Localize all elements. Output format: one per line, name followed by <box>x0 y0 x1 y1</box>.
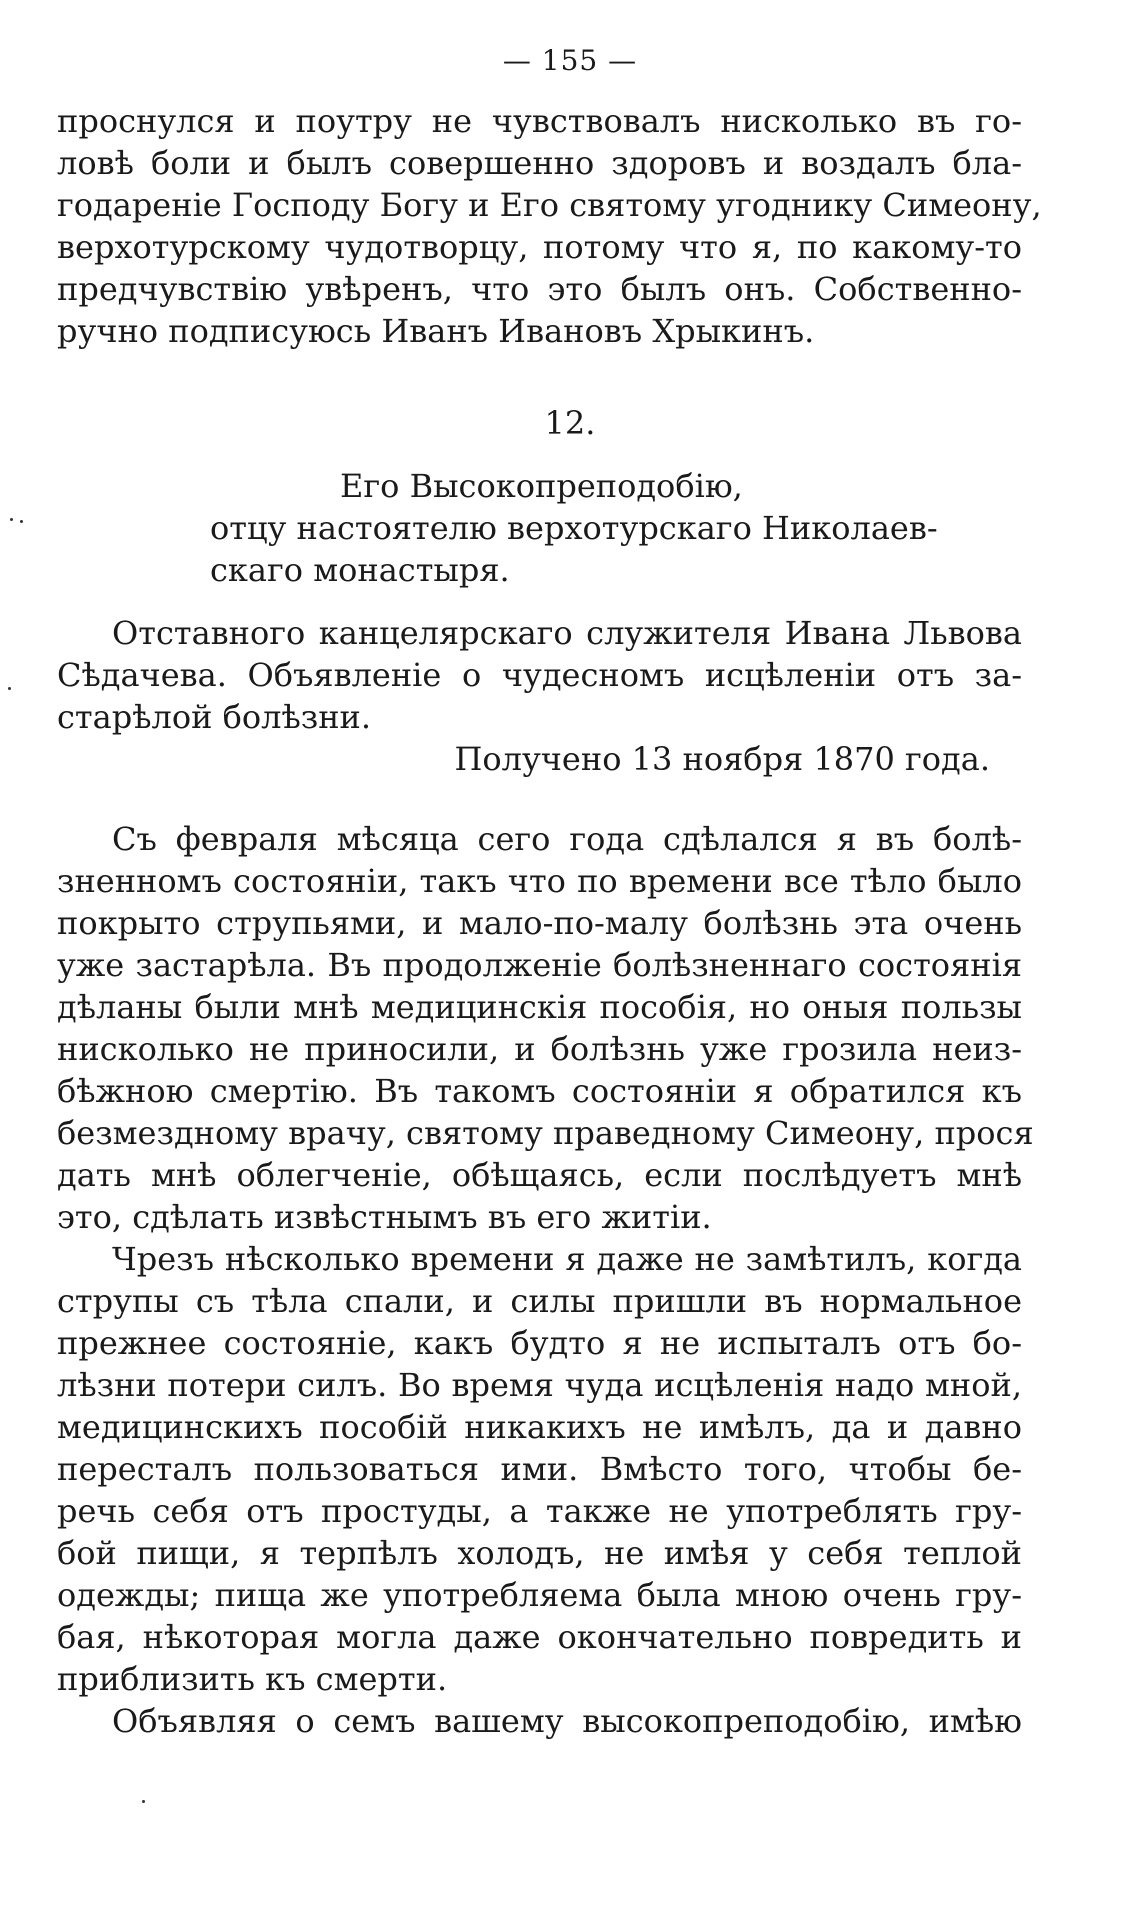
opening-paragraph <box>57 100 1042 352</box>
text-line: дѣланы были мнѣ медицинскія пособія, но оныя пользы <box>57 988 1022 1026</box>
text-line: Чрезъ нѣсколько времени я даже не замѣтилъ, когда <box>112 1240 1022 1278</box>
scan-speck <box>142 1800 145 1803</box>
address-line: скаго монастыря. <box>210 551 510 589</box>
declaration-title <box>57 612 1022 738</box>
text-line: Съ февраля мѣсяца сего года сдѣлался я въ болѣ- <box>112 820 1022 858</box>
section-number: 12. <box>544 404 596 442</box>
text-line: покрыто струпьями, и мало-по-малу болѣзнь эта очень <box>57 904 1022 942</box>
text-line: ловѣ боли и былъ совершенно здоровъ и воздалъ бла- <box>57 144 1022 182</box>
text-line: ручно подписуюсь Иванъ Ивановъ Хрыкинъ. <box>57 312 815 350</box>
address-line: отцу настоятелю верхотурскаго Николаев- <box>210 509 938 547</box>
received-date: Получено 13 ноября 1870 года. <box>454 740 990 778</box>
paragraph-3 <box>57 1700 1022 1742</box>
text-line: зненномъ состояніи, такъ что по времени все тѣло было <box>57 862 1022 900</box>
paragraph-1 <box>57 818 1034 1238</box>
text-line: лѣзни потери силъ. Во время чуда исцѣленія надо мной, <box>57 1366 1022 1404</box>
text-line: Сѣдачева. Объявленіе о чудесномъ исцѣленіи отъ за- <box>57 656 1022 694</box>
paragraph-2 <box>57 1238 1022 1700</box>
page-number: — 155 — <box>502 44 638 77</box>
text-line: Отставного канцелярскаго служителя Ивана Львова <box>112 614 1022 652</box>
text-line: бая, нѣкоторая могла даже окончательно повредить и <box>57 1618 1022 1656</box>
text-line: безмездному врачу, святому праведному Симеону, прося <box>57 1114 1034 1152</box>
scan-speck <box>8 687 11 690</box>
text-line: старѣлой болѣзни. <box>57 698 372 736</box>
text-line: бѣжною смертію. Въ такомъ состояніи я обратился къ <box>57 1072 1022 1110</box>
text-line: годареніе Господу Богу и Его святому угоднику Симеону, <box>57 186 1042 224</box>
text-line: речь себя отъ простуды, а также не употреблять гру- <box>57 1492 1022 1530</box>
text-line: прежнее состояніе, какъ будто я не испыталъ отъ бо- <box>57 1324 1022 1362</box>
text-line: бой пищи, я терпѣлъ холодъ, не имѣя у себя теплой <box>57 1534 1022 1572</box>
text-line: Объявляя о семъ вашему высокопреподобію, имѣю <box>112 1702 1022 1740</box>
text-line: уже застарѣла. Въ продолженіе болѣзненнаго состоянія <box>57 946 1022 984</box>
text-line: дать мнѣ облегченіе, обѣщаясь, если послѣдуетъ мнѣ <box>57 1156 1022 1194</box>
text-line: верхотурскому чудотворцу, потому что я, по какому-то <box>57 228 1022 266</box>
text-line: пересталъ пользоваться ими. Вмѣсто того, чтобы бе- <box>57 1450 1022 1488</box>
scan-speck <box>20 520 23 523</box>
text-line: струпы съ тѣла спали, и силы пришли въ нормальное <box>57 1282 1022 1320</box>
text-line: это, сдѣлать извѣстнымъ въ его житіи. <box>57 1198 712 1236</box>
text-line: одежды; пища же употребляема была мною очень гру- <box>57 1576 1022 1614</box>
address-line: Его Высокопреподобію, <box>340 467 743 505</box>
text-line: нисколько не приносили, и болѣзнь уже грозила неиз- <box>57 1030 1022 1068</box>
text-line: приблизить къ смерти. <box>57 1660 448 1698</box>
text-line: проснулся и поутру не чувствовалъ нисколько въ го- <box>57 102 1022 140</box>
scan-speck <box>10 518 13 521</box>
text-line: медицинскихъ пособій никакихъ не имѣлъ, да и давно <box>57 1408 1022 1446</box>
text-line: предчувствію увѣренъ, что это былъ онъ. Собственно- <box>57 270 1022 308</box>
